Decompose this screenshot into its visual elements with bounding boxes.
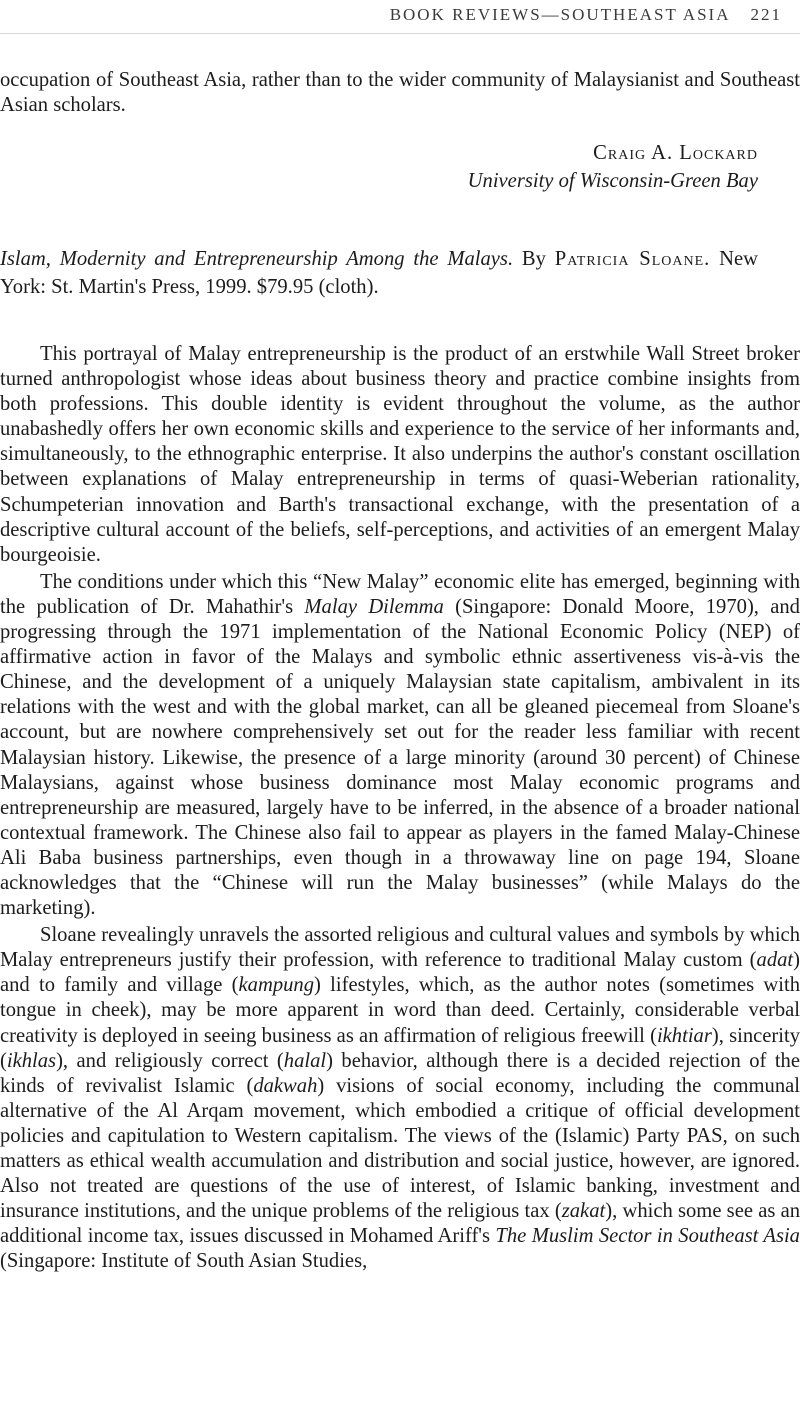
citation-by: By [521,248,546,270]
running-head [390,0,782,30]
paragraph: This portrayal of Malay entrepreneurship is the product of an erstwhile Wall Street broker turned anthropologist whose ideas about business theory and practice combine insights from both professions. This double identity is evident throughout the volume, as the author unabashedly offers her own economic skills and experience to the service of her informants and, simultaneously, to the ethnographic enterprise. It also underpins the author's constant oscillation between explanations of Malay entrepreneurship in terms of quasi-Weberian rationality, Schumpeterian innovation and Barth's transactional exchange, with the presentation of a descriptive cultural account of the beliefs, self-perceptions, and activities of an emergent Malay bourgeoisie. [0,343,800,566]
review-body [0,342,800,1276]
reviewer-affiliation: University of Wisconsin-Green Bay [467,170,758,192]
header-rule [0,33,800,34]
running-head-section: BOOK REVIEWS—SOUTHEAST ASIA [389,5,731,24]
book-title: Islam, Modernity and Entrepreneurship Among the Malays. [0,248,514,270]
book-citation [0,245,758,301]
paragraph: Sloane revealingly unravels the assorted religious and cultural values and symbols by which Malay entrepreneurs justify their profession, with reference to traditional Malay custom (adat) and to family and village (kampung) lifestyles, which, as the author notes (sometimes with tongue in cheek), may be more apparent in word than deed. Certainly, considerable verbal creativity is deployed in seeing business as an affirmation of religious freewill (ikhtiar), sincerity (ikhlas), and religiously correct (halal) behavior, although there is a decided rejection of the kinds of revivalist Islamic (dakwah) visions of social economy, including the communal alternative of the Al Arqam movement, which embodied a critique of official development policies and capitulation to Western capitalism. The views of the (Islamic) Party PAS, on such matters as ethical wealth accumulation and distribution and social justice, however, are ignored. Also not treated are questions of the use of interest, of Islamic banking, investment and insurance institutions, and the unique problems of the religious tax (zakat), which some see as an additional income tax, issues discussed in Mohamed Ariff's The Muslim Sector in Southeast Asia (Singapore: Institute of South Asian Studies, [0,924,800,1273]
reviewer-signature [468,139,758,195]
book-author: Patricia Sloane. [554,248,711,270]
paragraph: The conditions under which this “New Malay” economic elite has emerged, beginning with the publication of Dr. Mahathir's Malay Dilemma (Singapore: Donald Moore, 1970), and progressing through the 1971 implementation of the National Economic Policy (NEP) of affirmative action in favor of the Malays and symbolic ethnic assertiveness vis-à-vis the Chinese, and the development of a uniquely Malaysian state capitalism, ambivalent in its relations with the west and with the global market, can all be gleaned piecemeal from Sloane's account, but are nowhere comprehensively set out for the reader less familiar with recent Malaysian history. Likewise, the presence of a large minority (around 30 percent) of Chinese Malaysians, against whose business dominance most Malay economic programs and entrepreneurship are measured, largely have to be inferred, in the absence of a broader national contextual framework. The Chinese also fail to appear as players in the famed Malay-Chinese Ali Baba business partnerships, even though in a throwaway line on page 194, Sloane acknowledges that the “Chinese will run the Malay businesses” (while Malays do the marketing). [0,570,800,920]
page-number: 221 [750,5,782,24]
reviewer-name: Craig A. Lockard [593,142,758,164]
publication-info: New York: St. Martin's Press, 1999. $79.95 (cloth). [0,248,758,298]
continuation-paragraph: occupation of Southeast Asia, rather than to the wider community of Malaysianist and Southeast Asian scholars. [0,69,800,117]
